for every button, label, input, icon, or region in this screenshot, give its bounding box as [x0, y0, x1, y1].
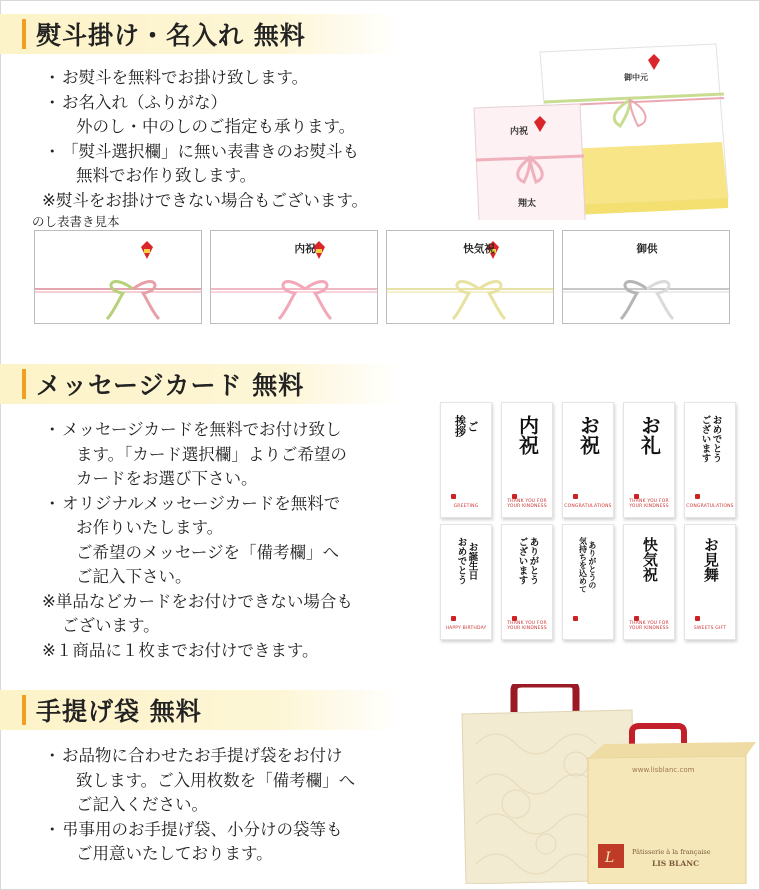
list-item — [42, 744, 355, 769]
section-header-noshi — [0, 14, 400, 54]
bag-url: www.lisblanc.com — [632, 766, 695, 774]
message-card-seal — [695, 494, 700, 499]
list-item-continuation: お作りいたします。 — [76, 518, 224, 537]
message-card — [440, 524, 492, 640]
message-card-calligraphy — [624, 415, 674, 455]
gift-box-illustration — [458, 30, 738, 220]
message-card-grid — [440, 402, 740, 642]
list-item-text: メッセージカードを無料でお付け致し — [62, 420, 342, 439]
message-card-seal — [451, 494, 456, 499]
calligraphy-column: お礼 — [637, 415, 662, 455]
message-card-subtitle: HAPPY BIRTHDAY — [445, 626, 487, 631]
note-item: ※熨斗をお掛けできない場合もございます。 — [42, 190, 369, 210]
bag-info-list — [42, 744, 355, 867]
message-card-calligraphy — [441, 537, 491, 585]
message-card — [684, 402, 736, 518]
list-item-continuation: ご用意いたしております。 — [76, 844, 273, 863]
list-item-continuation: 無料でお作り致します。 — [76, 166, 257, 185]
list-item — [42, 418, 353, 443]
calligraphy-column: 挨拶 — [453, 415, 467, 437]
list-item — [42, 140, 368, 165]
noshi-sample-card — [210, 230, 378, 324]
bullet-dot: ・ — [44, 420, 61, 439]
message-card-seal — [573, 494, 578, 499]
message-card — [501, 524, 553, 640]
calligraphy-column: お誕生日 — [466, 541, 478, 580]
bag-tagline: Pâtisserie à la française — [632, 848, 711, 856]
noshi-sample-card — [34, 230, 202, 324]
list-item-continuation: 致します。ご入用枚数を「備考欄」へ — [76, 770, 356, 790]
message-card-subtitle: THANK YOU FOR YOUR KINDNESS — [507, 621, 547, 631]
message-card-subtitle: THANK YOU FOR YOUR KINDNESS — [629, 499, 669, 509]
note-continuation: ございます。 — [62, 616, 160, 635]
header-accent-bar — [22, 695, 26, 725]
list-item-text: 「熨斗選択欄」に無い表書きのお熨斗も — [62, 141, 359, 161]
calligraphy-column: おめでとう — [455, 537, 467, 585]
list-item-text: お熨斗を無料でお掛け致します。 — [62, 68, 309, 87]
large-box-label: 御中元 — [624, 72, 648, 82]
note-item: ※単品などカードをお付けできない場合も — [42, 591, 353, 611]
calligraphy-column: ございます — [516, 537, 528, 585]
message-card — [562, 402, 614, 518]
bag-logo-letter: L — [605, 850, 615, 866]
list-item-continuation: ます。「カード選択欄」よりご希望の — [76, 444, 347, 464]
header-accent-bar — [22, 369, 26, 399]
message-card-calligraphy — [441, 415, 491, 437]
message-card-info-list — [42, 418, 353, 663]
noshi-sample-text: 内祝 — [294, 243, 316, 255]
list-item-text: お品物に合わせたお手提げ袋をお付け — [62, 746, 343, 765]
note-item: ※１商品に１枚までお付けできます。 — [42, 640, 319, 660]
small-box-label: 内祝 — [510, 127, 529, 137]
list-item — [42, 91, 368, 116]
message-card-seal — [451, 616, 456, 621]
message-card-subtitle: GREETING — [453, 504, 479, 509]
list-item — [42, 818, 355, 843]
list-item-continuation: カードをお選び下さい。 — [76, 469, 258, 488]
calligraphy-column: ありがとうの — [587, 541, 598, 589]
message-card-calligraphy — [502, 415, 552, 455]
message-card-calligraphy — [685, 537, 735, 582]
noshi-sample-text: 御供 — [636, 243, 658, 255]
section-header-message-card — [0, 364, 400, 404]
noshi-sample-label: のし表書き見本 — [32, 214, 120, 229]
message-card-subtitle: SWEETS GIFT — [693, 626, 727, 631]
list-item — [42, 66, 368, 91]
list-item-text: 弔事用のお手提げ袋、小分けの袋等も — [62, 819, 343, 839]
list-item-text: お名入れ（ふりがな） — [62, 92, 227, 112]
message-card — [623, 524, 675, 640]
noshi-sample-card — [386, 230, 554, 324]
calligraphy-column: お祝 — [576, 415, 601, 455]
noshi-info-list — [42, 66, 368, 213]
section-title: 熨斗掛け・名入れ 無料 — [36, 21, 306, 50]
list-item-continuation: ご希望のメッセージを「備考欄」へ — [76, 542, 340, 562]
message-card-calligraphy — [685, 415, 735, 463]
message-card-calligraphy — [502, 537, 552, 585]
message-card-calligraphy — [624, 537, 674, 582]
calligraphy-column: ございます — [699, 415, 711, 463]
bullet-dot: ・ — [44, 141, 61, 161]
calligraphy-column: おめでとう — [710, 415, 722, 463]
calligraphy-column: 内祝 — [515, 415, 540, 455]
message-card-subtitle: THANK YOU FOR YOUR KINDNESS — [629, 621, 669, 631]
message-card — [684, 524, 736, 640]
message-card-calligraphy — [563, 537, 613, 593]
message-card-subtitle: CONGRATULATIONS — [686, 504, 734, 509]
list-item-continuation: ご記入下さい。 — [76, 567, 192, 586]
message-card — [562, 524, 614, 640]
list-item-continuation: 外のし・中のしのご指定も承ります。 — [76, 117, 356, 136]
message-card-subtitle: CONGRATULATIONS — [564, 504, 612, 509]
bullet-dot: ・ — [44, 819, 61, 839]
message-card-seal — [695, 616, 700, 621]
small-box-name: 翔太 — [518, 199, 537, 209]
list-item — [42, 492, 353, 517]
section-title: 手提げ袋 無料 — [36, 697, 202, 726]
calligraphy-column: 気持ちを込めて — [578, 537, 589, 593]
message-card — [440, 402, 492, 518]
message-card-subtitle: THANK YOU FOR YOUR KINDNESS — [507, 499, 547, 509]
calligraphy-column: お見舞 — [701, 537, 720, 582]
header-accent-bar — [22, 19, 26, 49]
message-card-seal — [573, 616, 578, 621]
message-card — [501, 402, 553, 518]
message-card — [623, 402, 675, 518]
noshi-sample-text: 快気祝 — [463, 243, 495, 255]
calligraphy-column: 快気祝 — [640, 537, 659, 582]
shopping-bag-illustration — [456, 684, 756, 884]
bullet-dot: ・ — [44, 746, 61, 765]
list-item-continuation: ご記入ください。 — [76, 795, 208, 814]
bullet-dot: ・ — [44, 92, 61, 112]
noshi-sample-card — [562, 230, 730, 324]
list-item-text: オリジナルメッセージカードを無料で — [62, 493, 341, 513]
message-card-calligraphy — [563, 415, 613, 455]
bullet-dot: ・ — [44, 493, 61, 513]
section-title: メッセージカード 無料 — [36, 371, 305, 400]
section-header-bag — [0, 690, 400, 730]
noshi-sample-graphic — [35, 231, 202, 324]
bullet-dot: ・ — [44, 68, 61, 87]
calligraphy-column: ご — [466, 420, 480, 432]
calligraphy-column: ありがとう — [527, 537, 539, 585]
bag-brand: LIS BLANC — [652, 859, 700, 868]
